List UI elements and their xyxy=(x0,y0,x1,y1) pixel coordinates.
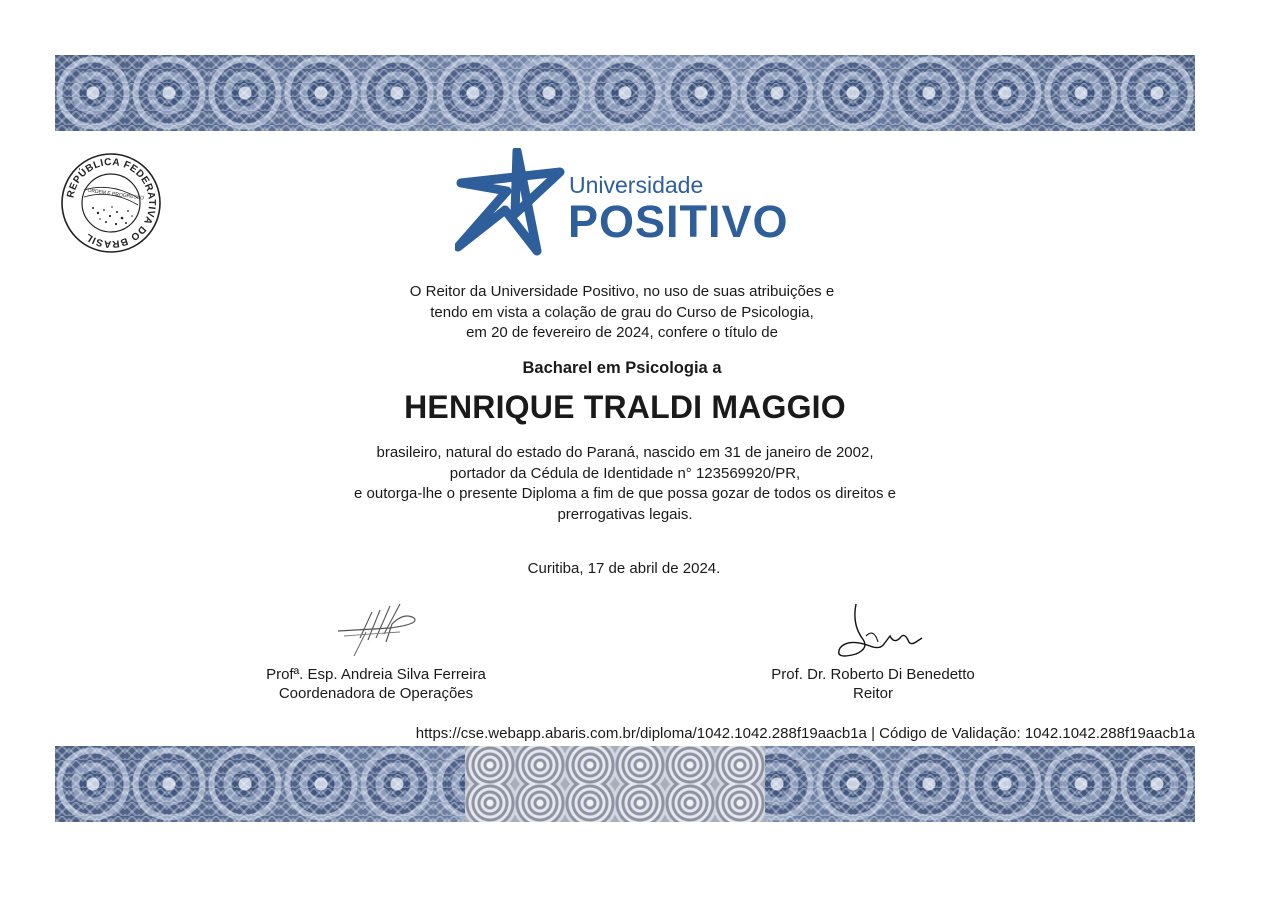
validation-code: 1042.1042.288f19aacb1a xyxy=(1024,725,1195,742)
star-logo-icon xyxy=(455,148,565,258)
signatory-left-role: Coordenadora de Operações xyxy=(278,685,474,702)
decorative-top-border xyxy=(55,55,1195,131)
signatory-right-name: Prof. Dr. Roberto Di Benedetto xyxy=(771,666,975,683)
signature-left-image xyxy=(330,598,430,664)
details-line: portador da Cédula de Identidade n° 123569920/PR, xyxy=(449,464,801,482)
brazil-republic-seal xyxy=(60,152,162,254)
signature-right-image xyxy=(826,598,926,664)
details-paragraph xyxy=(300,443,950,525)
details-line: e outorga-lhe o presente Diploma a fim de que possa gozar de todos os direitos e xyxy=(354,485,896,502)
seal-band-text: ORDEM E PROGRESSO xyxy=(87,187,145,202)
university-logo xyxy=(455,148,805,258)
validation-url-link[interactable]: https://cse.webapp.abaris.com.br/diploma/1042.1042.288f19aacb1a xyxy=(415,725,867,742)
intro-line: tendo em vista a colação de grau do Curso de Psicologia, xyxy=(430,303,814,321)
degree-title: Bacharel em Psicologia a xyxy=(522,359,722,377)
star-cluster xyxy=(92,206,133,225)
graduate-name: HENRIQUE TRALDI MAGGIO xyxy=(404,389,846,425)
signatory-left-name: Profª. Esp. Andreia Silva Ferreira xyxy=(266,666,486,683)
intro-line: O Reitor da Universidade Positivo, no uso de suas atribuições e xyxy=(409,283,835,300)
decorative-bottom-border xyxy=(55,746,1195,822)
signatory-right xyxy=(723,665,1023,703)
seal-ring-text: REPÚBLICA FEDERATIVA DO BRASIL xyxy=(65,156,158,250)
intro-line: em 20 de fevereiro de 2024, confere o título de xyxy=(466,324,778,341)
validation-separator: | xyxy=(871,725,875,742)
place-and-date: Curitiba, 17 de abril de 2024. xyxy=(527,560,721,577)
details-line: prerrogativas legais. xyxy=(557,505,693,523)
details-line: brasileiro, natural do estado do Paraná, nascido em 31 de janeiro de 2002, xyxy=(376,444,874,461)
validation-code-label: Código de Validação: xyxy=(879,725,1021,742)
guilloche-center-pattern xyxy=(465,746,765,822)
logo-university-text: Universidade xyxy=(569,172,704,198)
signatory-right-role: Reitor xyxy=(852,685,893,702)
svg-text:REPÚBLICA FEDERATIVA DO BRASIL xyxy=(65,157,157,249)
signatory-left xyxy=(226,665,526,703)
intro-paragraph xyxy=(322,282,922,344)
validation-line xyxy=(416,725,1195,742)
logo-positivo-text: POSITIVO xyxy=(568,196,789,247)
